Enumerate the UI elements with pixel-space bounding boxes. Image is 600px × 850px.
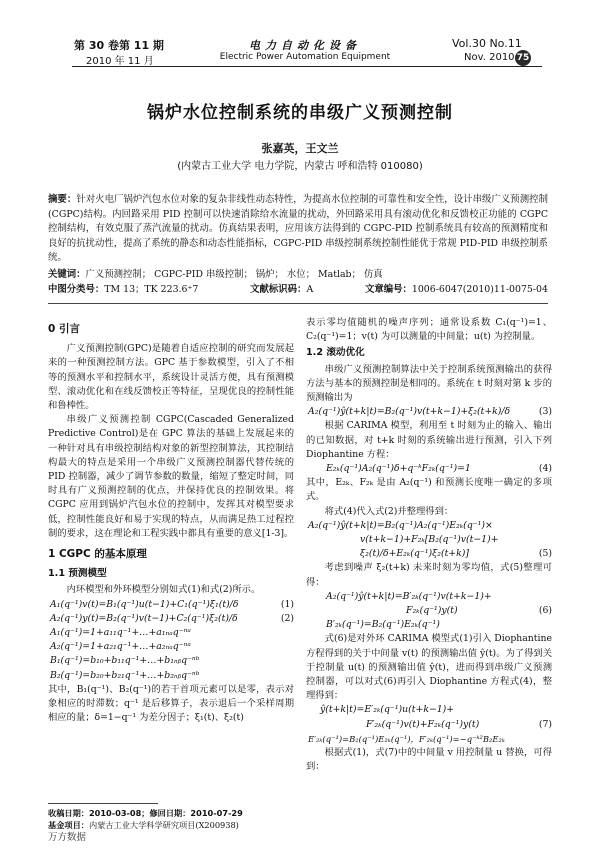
equation-2 xyxy=(48,612,294,626)
received-dates xyxy=(48,807,298,819)
paper-authors: 张嘉英，王文兰 xyxy=(261,142,339,155)
polynomial-b1: B₁(q⁻¹)=b₁₀+b₁₁q⁻¹+…+b₁ₙᵦq⁻ⁿᵇ xyxy=(50,655,200,667)
keywords-line xyxy=(48,268,548,283)
fund-label: 基金项目： xyxy=(48,820,89,830)
equation-3-body: A₂(q⁻¹)ŷ(t+k|t)=B₂(q⁻¹)v(t+k−1)+ξ₂(t+k)/δ xyxy=(308,406,511,418)
equation-2-body: A₂(q⁻¹)y(t)=B₂(q⁻¹)v(t−1)+C₂(q⁻¹)ξ₂(t)/δ xyxy=(50,612,238,624)
footnote xyxy=(48,807,298,831)
doc-value: A xyxy=(306,283,314,295)
intro-paragraph-1: 广义预测控制(GPC)是随着自适应控制的研究而发展起来的一种预测控制方法。GPC 基于参数模型，引入了不相等的预测水平和控制水平，系统设计灵活方便，具有预测模型、滚动优化和在线反馈校正等特征，呈现优良的控制性能和鲁棒性。 xyxy=(48,343,294,412)
equation-5-line-2: v(t+k−1)+F₂ₖ[B₂(q⁻¹)v(t−1)+ xyxy=(360,534,499,546)
footnote-rule xyxy=(48,803,158,804)
equation-4-number: (4) xyxy=(538,463,552,475)
keywords-text: 广义预测控制； CGPC-PID 串级控制； 锅炉； 水位； Matlab； 仿真 xyxy=(85,269,383,280)
clc-number xyxy=(48,283,198,298)
equation-6-number: (6) xyxy=(538,605,552,617)
equation-7-line-2 xyxy=(306,718,552,732)
keywords-block xyxy=(48,268,548,297)
equation-5-line-3 xyxy=(306,547,552,561)
doc-label: 文献标识码： xyxy=(250,283,307,295)
clc-label: 中图分类号： xyxy=(48,283,105,295)
equation-7-number: (7) xyxy=(538,718,552,730)
received-dates-text: 收稿日期：2010-03-08；修回日期：2010-07-29 xyxy=(48,808,243,818)
abstract-label: 摘要： xyxy=(48,194,77,205)
rolling-paragraph-6: 式(6)是对外环 CARIMA 模型式(1)引入 Diophantine 方程得到的关于中间量 v(t) 的预测输出值 ŷ(t)。为了得到关于控制量 u(t) 的预测输出值 ŷ(t)，进而得到串级广义预测控制器，可以对式(6)再引入 Diophantine 方程式(4)，整理得到： xyxy=(306,633,552,702)
section-heading-cgpc: 1 CGPC 的基本原理 xyxy=(48,548,147,561)
polynomial-a1: A₁(q⁻¹)=1+a₁₁q⁻¹+…+a₁ₙₐq⁻ⁿᵃ xyxy=(50,627,191,639)
abstract-text: 针对火电厂锅炉汽包水位对象的复杂非线性动态特性，为提高水位控制的可靠性和安全性，设计串级广义预测控制(CGPC)结构。内回路采用 PID 控制可以快速消除给水流量的扰动，外回路采用具有滚动优化和反馈校正功能的 CGPC 控制结构，有效克服了蒸汽流量的扰动。仿真结果表明，应用该方法得到的 CGPC-PID 控制系统具有较高的预测精度和良好的抗扰动性，提高了系统的静态和动态性能指标，CGPC-PID 串级控制系统控制性能优于常规 PID-PID 串级控制系统。 xyxy=(48,194,548,264)
subsection-heading-model: 1.1 预测模型 xyxy=(48,568,107,580)
equation-6-body: F₂ₖ(q⁻¹)y(t) xyxy=(406,605,458,617)
rolling-paragraph-5: 考虑到噪声 ξ₂(t+k) 未来时刻为零均值，式(5)整理可得： xyxy=(306,562,552,588)
page-number-badge: 75 xyxy=(515,50,531,66)
left-column xyxy=(48,316,294,725)
equation-1-number: (1) xyxy=(280,598,294,610)
volume-issue-en: Vol.30 No.11 xyxy=(452,37,522,50)
equation-7-line-1: ŷ(t+k|t)=E′₂ₖ(q⁻¹)u(t+k−1)+ xyxy=(320,704,455,716)
rolling-paragraph-4: 将式(4)代入式(2)并整理得到： xyxy=(324,505,454,517)
equation-7-body: F′₂ₖ(q⁻¹)v(t)+F₂ₖ(q⁻¹)y(t) xyxy=(366,718,480,730)
equation-7-definition: E′₂ₖ(q⁻¹)=B₂(q⁻¹)E₂ₖ(q⁻¹)，F′₂ₖ(q⁻¹)=−q⁻ᵏ²B₂E₂ₖ xyxy=(308,733,505,744)
subsection-heading-rolling-optimization: 1.2 滚动优化 xyxy=(306,347,365,359)
equation-6-line-2 xyxy=(306,604,552,618)
journal-header xyxy=(0,0,600,70)
doc-code xyxy=(250,283,313,298)
rolling-paragraph-7: 根据式(1)，式(7)中的中间量 v 用控制量 u 替换，可得到： xyxy=(306,747,552,773)
journal-name-cn: 电力自动化设备 xyxy=(249,39,361,52)
date-cn: 2010 年 11 月 xyxy=(86,56,154,67)
paper-title: 锅炉水位控制系统的串级广义预测控制 xyxy=(147,103,453,123)
article-value: 1006-6047(2010)11-0075-04 xyxy=(411,283,548,295)
article-number xyxy=(365,283,548,298)
classification-line xyxy=(48,283,548,298)
journal-name-en: Electric Power Automation Equipment xyxy=(219,52,391,62)
fund-text: 内蒙古工业大学科学研究项目(X200938) xyxy=(88,820,239,830)
right-column xyxy=(306,316,552,775)
header-rule xyxy=(72,66,542,67)
equation-5-body: ξ₂(t)/δ+E₂ₖ(q⁻¹)ξ₂(t+k)] xyxy=(360,548,469,560)
intro-paragraph-2: 串级广义预测控制 CGPC(Cascaded Generalized Predictive Control)是在 GPC 算法的基础上发展起来的一种针对具有串级控制结构对象的新型控制算法，其控制结构最大的特点是采用一个串级广义预测控制器代替传统的 PID 控制器，减少了调节参数的数量，缩短了整定时间，同时具有广义预测控制的优点，并保持优良的控制效果。将 CGPC 应用到锅炉汽包水位的控制中，发挥其对模型要求低，控制性能良好和易于实现的特点，从而满足热工过程控制的要求，这在理论和工程实践中都具有重要的意义[1-3]。 xyxy=(48,414,294,539)
keywords-label: 关键词： xyxy=(48,269,86,280)
date-en: Nov. 2010 xyxy=(464,52,515,63)
equation-2-number: (2) xyxy=(280,612,294,624)
volume-issue-cn: 第 30 卷第 11 期 xyxy=(74,39,164,52)
model-explanation-cont: 表示零均值随机的噪声序列；通常设系数 C₁(q⁻¹)=1、C₂(q⁻¹)=1；v(t) 为可以测量的中间量；u(t) 为控制量。 xyxy=(306,317,552,343)
abstract xyxy=(48,193,548,266)
equation-3-number: (3) xyxy=(538,406,552,418)
rolling-paragraph-1: 串级广义预测控制算法中关于控制系统预测输出的获得方法与基本的预测控制是相同的。系统在 t 时刻对第 k 步的预测输出为 xyxy=(306,363,552,404)
meta-divider xyxy=(48,303,548,304)
rolling-paragraph-3: 其中，E₂ₖ、F₂ₖ 是由 A₂(q⁻¹) 和预测长度唯一确定的多项式。 xyxy=(306,477,552,503)
clc-value: TM 13；TK 223.6⁺7 xyxy=(104,283,199,295)
equation-5-line-1: A₂(q⁻¹)ŷ(t+k|t)=B₂(q⁻¹)A₂(q⁻¹)E₂ₖ(q⁻¹)× xyxy=(308,519,493,531)
polynomial-a2: A₂(q⁻¹)=1+a₂₁q⁻¹+…+a₂ₙₐq⁻ⁿᵃ xyxy=(50,641,191,653)
model-intro: 内环模型和外环模型分别如式(1)和式(2)所示。 xyxy=(66,584,261,596)
equation-3 xyxy=(306,405,552,419)
equation-6-line-1: A₂(q⁻¹)ŷ(t+k|t)=B′₂ₖ(q⁻¹)v(t+k−1)+ xyxy=(326,590,492,602)
model-explanation: 其中，B₁(q⁻¹)、B₂(q⁻¹)的若干首项元素可以是零，表示对象相应的时滞数；q⁻¹ 是后移算子，表示退后一个采样周期相应的量；δ=1−q⁻¹ 为差分因子；ξ₁(t)、ξ₂(t) xyxy=(48,683,294,724)
equation-1-body: A₁(q⁻¹)v(t)=B₁(q⁻¹)u(t−1)+C₁(q⁻¹)ξ₁(t)/δ xyxy=(50,598,239,610)
equation-1 xyxy=(48,598,294,612)
equation-5-number: (5) xyxy=(538,548,552,560)
equation-4-body: E₂ₖ(q⁻¹)A₂(q⁻¹)δ+q⁻ᵏF₂ₖ(q⁻¹)=1 xyxy=(326,463,471,475)
paper-affiliation: (内蒙古工业大学 电力学院，内蒙古 呼和浩特 010080) xyxy=(177,161,423,172)
section-heading-introduction: 0 引言 xyxy=(48,323,80,335)
polynomial-b2: B₂(q⁻¹)=b₂₀+b₂₁q⁻¹+…+b₂ₙᵦq⁻ⁿᵇ xyxy=(50,669,200,681)
equation-6-definition: B′₂ₖ(q⁻¹)=B₂(q⁻¹)E₂ₖ(q⁻¹) xyxy=(326,619,440,631)
wanfang-watermark: 万方数据 xyxy=(48,832,87,843)
rolling-paragraph-2: 根据 CARIMA 模型，利用至 t 时刻为止的输入、输出的已知数据，对 t+k 时刻的系统输出进行预测，引入下列 Diophantine 方程： xyxy=(306,420,552,460)
equation-4 xyxy=(306,462,552,476)
article-label: 文章编号： xyxy=(364,283,412,295)
